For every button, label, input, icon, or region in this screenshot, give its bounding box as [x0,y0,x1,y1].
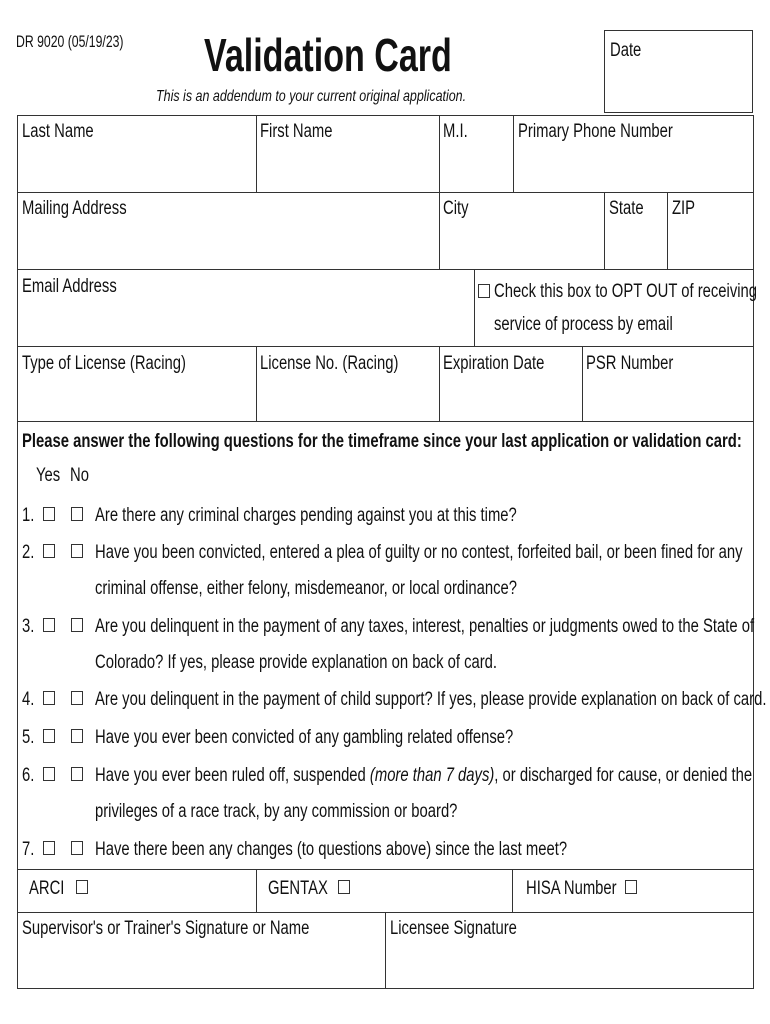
supervisor-signature-label: Supervisor's or Trainer's Signature or Name [22,918,310,939]
col-divider [439,346,440,421]
question-text-part: , or discharged for cause, or denied the [494,765,753,786]
row-divider [17,192,754,193]
licensee-signature-label: Licensee Signature [390,918,517,939]
gentax-checkbox[interactable] [338,880,350,894]
yes-label: Yes [36,465,61,486]
opt-out-label: Check this box to OPT OUT of receiving [494,281,758,302]
question-text-cont: criminal offense, either felony, misdemeanor, or local ordinance? [95,578,518,599]
expiration-label: Expiration Date [443,353,545,374]
q1-no-checkbox[interactable] [71,507,83,521]
license-type-label: Type of License (Racing) [22,353,186,374]
col-divider [256,869,257,912]
col-divider [604,192,605,269]
question-text: Are you delinquent in the payment of child support? If yes, please provide explanation on back of card. [95,689,767,710]
question-text: Have there been any changes (to questions above) since the last meet? [95,839,568,860]
form-code: DR 9020 (05/19/23) [16,32,124,51]
q1-yes-checkbox[interactable] [43,507,55,521]
date-label: Date [610,40,642,61]
row-divider [17,869,754,870]
col-divider [582,346,583,421]
mailing-address-label: Mailing Address [22,198,127,219]
col-divider [385,912,386,989]
last-name-label: Last Name [22,121,94,142]
col-divider [256,115,257,192]
q6-yes-checkbox[interactable] [43,767,55,781]
row-divider [17,421,754,422]
col-divider [439,115,440,192]
arci-label: ARCI [29,878,65,899]
first-name-label: First Name [260,121,333,142]
question-text: Are you delinquent in the payment of any taxes, interest, penalties or judgments owed to the State of [95,616,755,637]
q2-yes-checkbox[interactable] [43,544,55,558]
hisa-label: HISA Number [526,878,617,899]
question-number: 4. [22,689,35,710]
state-label: State [609,198,644,219]
city-label: City [443,198,469,219]
question-number: 6. [22,765,35,786]
col-divider [439,192,440,269]
q7-no-checkbox[interactable] [71,841,83,855]
col-divider [256,346,257,421]
q5-yes-checkbox[interactable] [43,729,55,743]
mi-label: M.I. [443,121,468,142]
question-number: 5. [22,727,35,748]
q4-no-checkbox[interactable] [71,691,83,705]
question-text-emphasis: (more than 7 days) [369,765,495,786]
question-text-cont: Colorado? If yes, please provide explanation on back of card. [95,652,498,673]
opt-out-label-cont: service of process by email [494,314,673,335]
question-number: 7. [22,839,35,860]
q7-yes-checkbox[interactable] [43,841,55,855]
psr-label: PSR Number [586,353,674,374]
phone-label: Primary Phone Number [518,121,673,142]
q5-no-checkbox[interactable] [71,729,83,743]
opt-out-checkbox[interactable] [478,283,490,301]
question-number: 2. [22,542,35,563]
q4-yes-checkbox[interactable] [43,691,55,705]
col-divider [512,869,513,912]
q6-no-checkbox[interactable] [71,767,83,781]
page-subtitle: This is an addendum to your current original application. [156,88,467,105]
license-no-label: License No. (Racing) [260,353,399,374]
zip-label: ZIP [672,198,696,219]
arci-checkbox[interactable] [76,880,88,894]
row-divider [17,269,754,270]
hisa-checkbox[interactable] [625,880,637,894]
q2-no-checkbox[interactable] [71,544,83,558]
col-divider [474,269,475,346]
question-number: 1. [22,505,35,526]
question-text: Have you ever been convicted of any gambling related offense? [95,727,514,748]
q3-yes-checkbox[interactable] [43,618,55,632]
page-title: Validation Card [204,29,452,81]
question-text: Are there any criminal charges pending against you at this time? [95,505,517,526]
question-text-part: Have you ever been ruled off, suspended [95,765,366,786]
question-number: 3. [22,616,35,637]
question-text [95,765,752,787]
email-label: Email Address [22,276,117,297]
question-text-cont: privileges of a race track, by any commission or board? [95,801,458,822]
col-divider [513,115,514,192]
checkbox-icon [478,284,490,298]
question-text: Have you been convicted, entered a plea of guilty or no contest, forfeited bail, or been fined for any [95,542,743,563]
no-label: No [70,465,89,486]
gentax-label: GENTAX [268,878,328,899]
q3-no-checkbox[interactable] [71,618,83,632]
questions-header: Please answer the following questions for the timeframe since your last application or validation card: [22,431,742,452]
col-divider [667,192,668,269]
row-divider [17,346,754,347]
